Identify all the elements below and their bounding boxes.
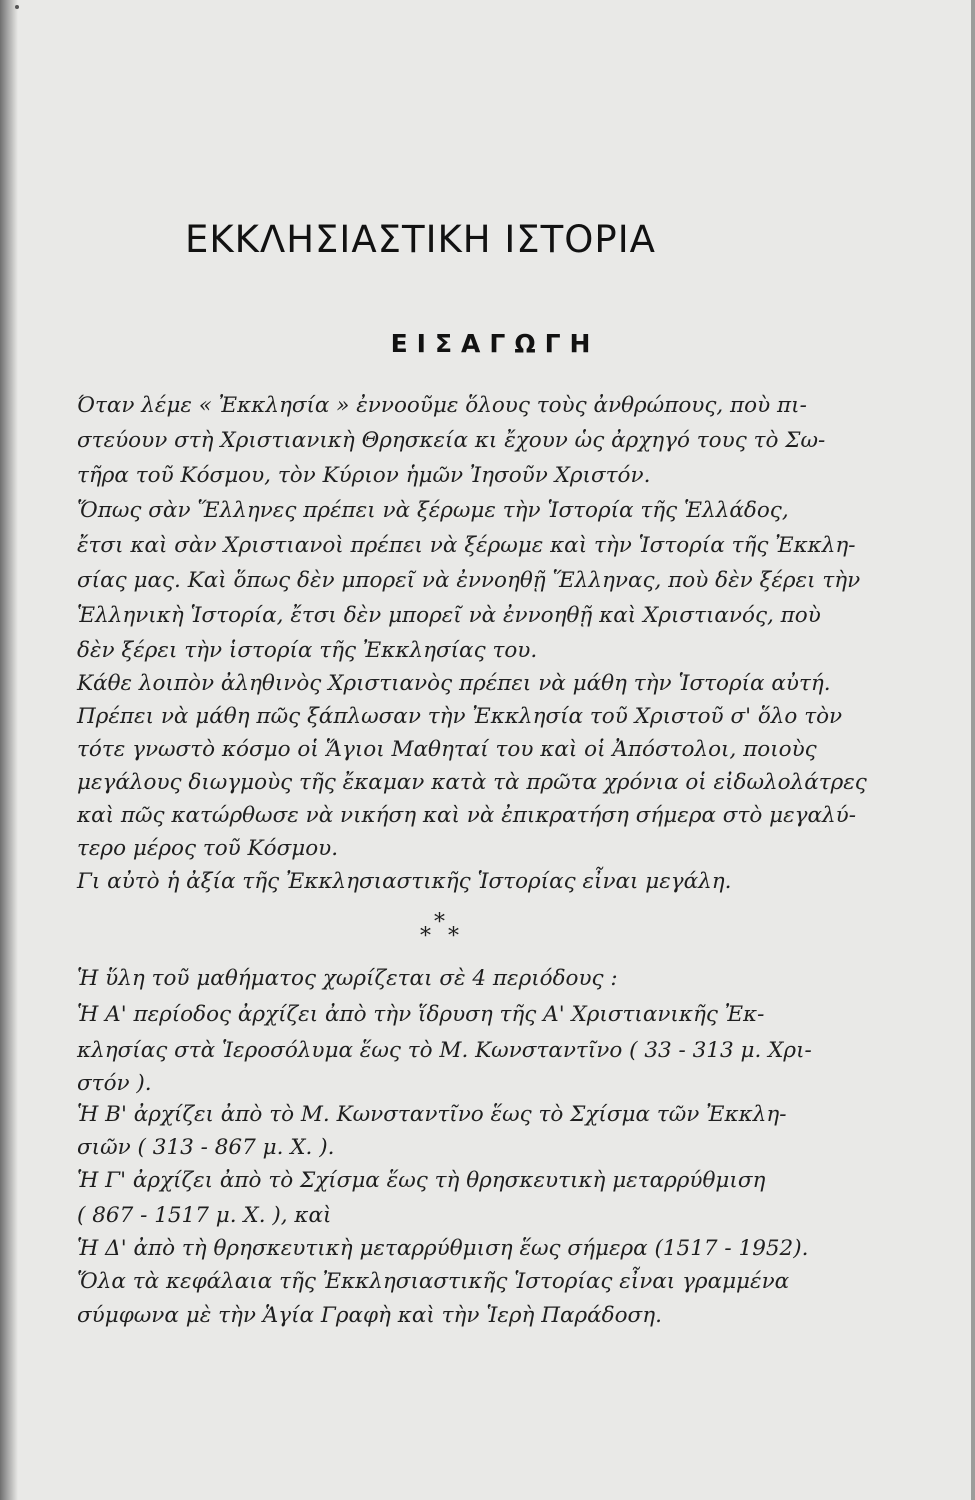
text-line: Ἡ ὕλη τοῦ μαθήματος χωρίζεται σὲ 4 περιόδους :: [77, 966, 618, 991]
text-line: κλησίας στὰ Ἱεροσόλυμα ἕως τὸ Μ. Κωνσταντῖνο ( 33 - 313 μ. Χρι-: [77, 1038, 812, 1063]
text-line: τότε γνωστὸ κόσμο οἱ Ἅγιοι Μαθηταί του καὶ οἱ Ἀπόστολοι, ποιοὺς: [77, 737, 817, 762]
page-speck: [15, 5, 19, 9]
text-line: Ἡ Β' ἀρχίζει ἀπὸ τὸ Μ. Κωνσταντῖνο ἕως τὸ Σχίσμα τῶν Ἐκκλη-: [77, 1102, 787, 1127]
text-line: μεγάλους διωγμοὺς τῆς ἔκαμαν κατὰ τὰ πρῶτα χρόνια οἱ εἰδωλολάτρες: [77, 770, 867, 795]
text-line: σύμφωνα μὲ τὴν Ἁγία Γραφὴ καὶ τὴν Ἱερὴ Παράδοση.: [77, 1303, 662, 1328]
section-heading: ΕΙΣΑΓΩΓΗ: [390, 329, 600, 358]
text-line: Ὅλα τὰ κεφάλαια τῆς Ἐκκλησιαστικῆς Ἱστορίας εἶναι γραμμένα: [77, 1269, 790, 1294]
text-line: ἔτσι καὶ σὰν Χριστιανοὶ πρέπει νὰ ξέρωμε καὶ τὴν Ἱστορία τῆς Ἐκκλη-: [77, 533, 856, 558]
text-line: Πρέπει νὰ μάθη πῶς ξάπλωσαν τὴν Ἐκκλησία τοῦ Χριστοῦ σ' ὅλο τὸν: [77, 704, 843, 729]
text-line: καὶ πῶς κατώρθωσε νὰ νικήση καὶ νὰ ἐπικρατήση σήμερα στὸ μεγαλύ-: [77, 803, 856, 828]
text-line: ( 867 - 1517 μ. Χ. ), καὶ: [77, 1203, 332, 1228]
text-line: Γι αὐτὸ ἡ ἀξία τῆς Ἐκκλησιαστικῆς Ἱστορίας εἶναι μεγάλη.: [77, 869, 732, 894]
text-line: Ἑλληνικὴ Ἱστορία, ἔτσι δὲν μπορεῖ νὰ ἐννοηθῇ καὶ Χριστιανός, ποὺ: [77, 603, 821, 628]
text-line: Όταν λέμε « Ἐκκλησία » ἐννοοῦμε ὅλους τοὺς ἀνθρώπους, ποὺ πι-: [77, 393, 807, 418]
text-line: σίας μας. Καὶ ὅπως δὲν μπορεῖ νὰ ἐννοηθῇ Ἕλληνας, ποὺ δὲν ξέρει τὴν: [77, 568, 861, 593]
text-line: σιῶν ( 313 - 867 μ. Χ. ).: [77, 1135, 335, 1160]
page-binding-edge: [0, 0, 18, 1500]
page-right-edge: [971, 0, 975, 1500]
asterisk: *: [448, 924, 459, 949]
text-line: Ἡ Γ' ἀρχίζει ἀπὸ τὸ Σχίσμα ἕως τὴ θρησκευτικὴ μεταρρύθμιση: [77, 1168, 766, 1193]
text-line: Ἡ Δ' ἀπὸ τὴ θρησκευτικὴ μεταρρύθμιση ἕως σήμερα (1517 - 1952).: [77, 1236, 809, 1261]
page-title: ΕΚΚΛΗΣΙΑΣΤΙΚΗ ΙΣΤΟΡΙΑ: [185, 218, 656, 261]
text-line: στεύουν στὴ Χριστιανικὴ Θρησκεία κι ἔχουν ὡς ἀρχηγό τους τὸ Σω-: [77, 428, 826, 453]
text-line: Ἡ Α' περίοδος ἀρχίζει ἀπὸ τὴν ἵδρυση τῆς Α' Χριστιανικῆς Ἐκ-: [77, 1002, 765, 1027]
asterisk: *: [434, 910, 445, 935]
text-line: δὲν ξέρει τὴν ἱστορία τῆς Ἐκκλησίας του.: [77, 638, 538, 663]
text-line: τῆρα τοῦ Κόσμου, τὸν Κύριον ἡμῶν Ἰησοῦν Χριστόν.: [77, 463, 651, 488]
asterism-separator: [412, 910, 472, 950]
text-line: Ὅπως σὰν Ἕλληνες πρέπει νὰ ξέρωμε τὴν Ἱστορία τῆς Ἑλλάδος,: [77, 498, 789, 523]
text-line: στόν ).: [77, 1071, 152, 1096]
text-line: τερο μέρος τοῦ Κόσμου.: [77, 836, 339, 861]
asterisk: *: [420, 924, 431, 949]
text-line: Κάθε λοιπὸν ἀληθινὸς Χριστιανὸς πρέπει νὰ μάθη τὴν Ἱστορία αὐτή.: [77, 671, 831, 696]
